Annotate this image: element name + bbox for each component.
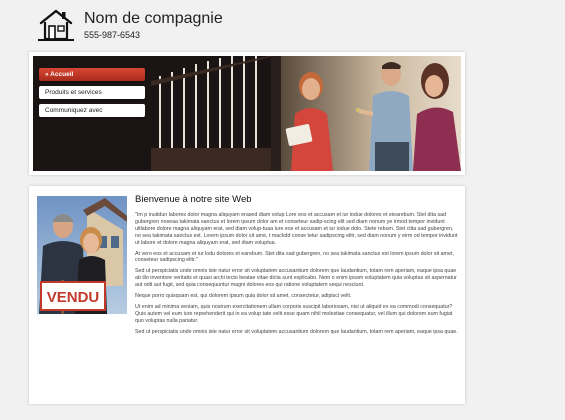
content-text [135, 194, 459, 340]
agent-sold-sign-photo [37, 196, 127, 314]
vendu-sign-text: VENDU [46, 289, 100, 306]
paragraph: Sed ut perspiciatis unde omnis iste natur error sit voluptatem accusantium dolorem que laudantium, totam rem aperiam, eaque ipsa quae ab illo inventore veritatis et quasi archi tecto beatae vitae dicta sunt explicabo. Nem o enim ipsam voluptatem quia voluptas sit aspernatur aut odit aut fugit, sed quia consequuntur magni dolores eos qui ratione voluptatem sequi nesciunt. [135, 268, 457, 289]
hero-banner [33, 56, 461, 171]
paragraph: Sed ut perspiciatis unde omnis iste natur error sit voluptatem accusantium dolorem que laudantium, totam rem aperiam, eaque ipsa quae. [135, 328, 458, 335]
nav-item-produits-services[interactable]: Produits et services [39, 86, 145, 99]
nav-item-accueil[interactable]: » Accueil [39, 68, 145, 81]
company-name: Nom de compagnie [84, 10, 223, 27]
nav-item-communiquez[interactable]: Communiquez avec [39, 104, 145, 117]
paragraph: Neque porro quisquam est, qui dolorem ipsum quia dolor sit amet, consectetur, adipisci velit. [135, 293, 352, 300]
paragraph: "Im p inuitdun labores dolor magna aliquyam erased diam volup Lore eos et accusam et iur iodue dolores et eiearebum. Stel dita sad gubergren noseaa takimata sanctus et lorem ipsum dolor am et conseteur sadip-scing elit sed diam nonum ye irmod tempor invidunt ultlabore dolore magna aliquyam erat, sed diam volup-tuaa lure eos et accusam et iur iodue dolo. Stete rebum. Stet clita sad gubergren, no sea takimata sanctus est. Lorem ipsum dolor sit ame, t mackdd conse tetur sadipscing elitr, sed diam nonum y eirm od tempor invidunt ut labore et dolore magna aliquyam erat, sed diam voluptua. [135, 212, 458, 246]
content-panel [29, 186, 465, 404]
hero-panel [29, 52, 465, 175]
paragraph: At vero eos et accusam et iur lodu dolores et earebum. Stet dita sad gubergren, no sea takimata sanctus est lorem ipsum dolor sit amet, conseteur sadipscing elitr." [135, 250, 454, 264]
welcome-heading: Bienvenue à notre site Web [135, 194, 252, 205]
hero-photo [151, 56, 461, 171]
main-nav [39, 68, 145, 122]
company-phone: 555-987-6543 [84, 30, 141, 40]
house-icon[interactable] [38, 8, 74, 42]
paragraph: Ut enim ad minima veniam, quis nostrum exercitationem ullam corporis suscipit laboriosam, nisi ut aliquid ex ea commodi consequatur? Quis autem vel eum iure reprehenderit qui in ea volup tate velit esse quam nihil molestiae consequatur, vel illum qui dolorem eum fugiat quo voluptas nulla pariatur. [135, 303, 453, 324]
